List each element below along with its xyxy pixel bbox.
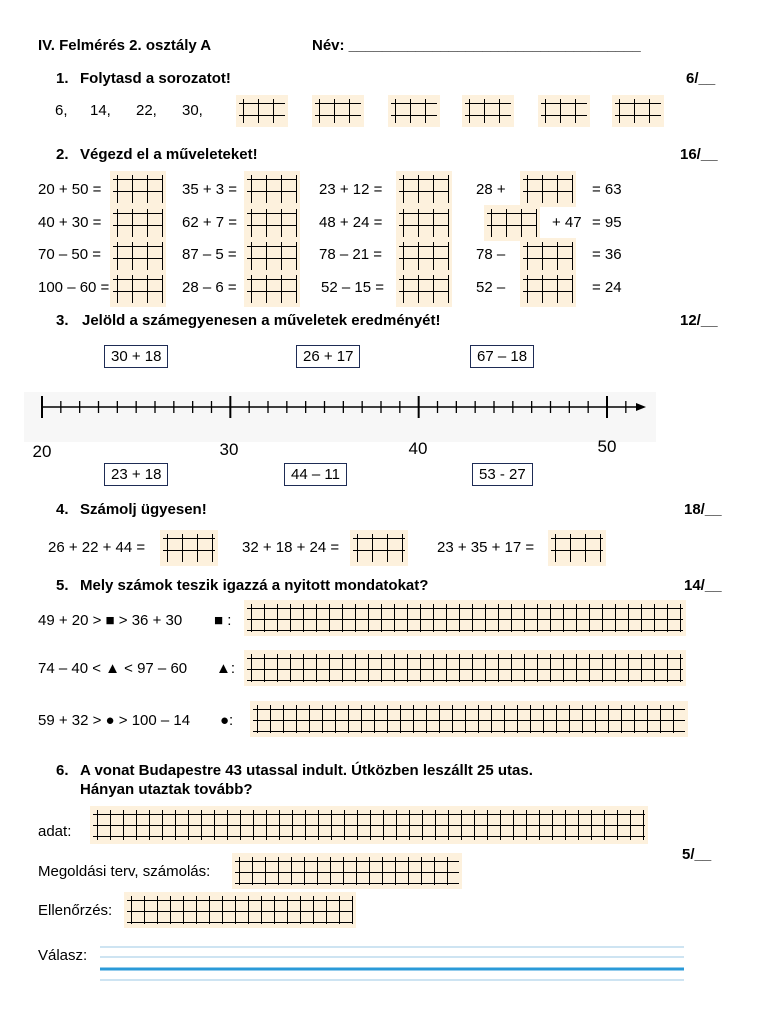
operation-result: = 63 bbox=[592, 181, 622, 198]
task4-number: 4. bbox=[56, 501, 69, 518]
operation: 40 + 30 = bbox=[38, 214, 102, 231]
task1-score: 6/__ bbox=[686, 70, 716, 87]
answer-writing-lines[interactable] bbox=[100, 944, 684, 982]
operation: 70 – 50 = bbox=[38, 246, 101, 263]
number-line[interactable] bbox=[0, 380, 660, 470]
task1-number: 1. bbox=[56, 70, 69, 87]
answer-grid[interactable] bbox=[520, 271, 576, 307]
answer-grid[interactable] bbox=[244, 205, 300, 241]
task5-title: Mely számok teszik igazzá a nyitott mondatokat? bbox=[80, 577, 429, 594]
triangle-symbol-label: ▲: bbox=[216, 660, 236, 677]
operation: 23 + 12 = bbox=[319, 181, 383, 198]
task3-number: 3. bbox=[56, 312, 69, 329]
task3-score: 12/__ bbox=[680, 312, 718, 329]
answer-grid[interactable] bbox=[250, 701, 688, 737]
circle-symbol-label: ●: bbox=[220, 712, 234, 729]
task5-number: 5. bbox=[56, 577, 69, 594]
operation: 35 + 3 = bbox=[182, 181, 238, 198]
sequence-item: 22, bbox=[136, 102, 157, 119]
answer-grid[interactable] bbox=[612, 95, 664, 127]
answer-grid[interactable] bbox=[244, 650, 686, 686]
answer-grid[interactable] bbox=[90, 806, 648, 844]
answer-grid[interactable] bbox=[244, 600, 686, 636]
sum-expression: 32 + 18 + 24 = bbox=[242, 539, 340, 556]
check-label: Ellenőrzés: bbox=[38, 902, 113, 919]
sum-expression: 23 + 35 + 17 = bbox=[437, 539, 535, 556]
task6-number: 6. bbox=[56, 762, 69, 779]
expression-box[interactable]: 30 + 18 bbox=[104, 345, 168, 368]
task1-title: Folytasd a sorozatot! bbox=[80, 70, 231, 87]
operation-result: = 36 bbox=[592, 246, 622, 263]
task4-title: Számolj ügyesen! bbox=[80, 501, 207, 518]
operation: 20 + 50 = bbox=[38, 181, 102, 198]
answer-grid[interactable] bbox=[396, 171, 452, 207]
sequence-item: 30, bbox=[182, 102, 203, 119]
data-label: adat: bbox=[38, 823, 72, 840]
answer-grid[interactable] bbox=[110, 271, 166, 307]
answer-grid[interactable] bbox=[520, 238, 576, 274]
inequality: 74 – 40 < ▲ < 97 – 60 bbox=[38, 660, 188, 677]
axis-label: 50 bbox=[597, 437, 617, 456]
task3-title: Jelöld a számegyenesen a műveletek eredményét! bbox=[82, 312, 441, 329]
answer-grid[interactable] bbox=[396, 238, 452, 274]
operation: 62 + 7 = bbox=[182, 214, 238, 231]
task2-number: 2. bbox=[56, 146, 69, 163]
answer-grid[interactable] bbox=[232, 853, 462, 889]
task2-score: 16/__ bbox=[680, 146, 718, 163]
operation: 87 – 5 = bbox=[182, 246, 237, 263]
operation: 78 – bbox=[476, 246, 506, 263]
task5-score: 14/__ bbox=[684, 577, 722, 594]
operation-result: = 95 bbox=[592, 214, 622, 231]
answer-grid[interactable] bbox=[236, 95, 288, 127]
answer-grid[interactable] bbox=[244, 271, 300, 307]
sequence-item: 14, bbox=[90, 102, 111, 119]
answer-grid[interactable] bbox=[110, 205, 166, 241]
worksheet-title: IV. Felmérés 2. osztály A bbox=[38, 37, 212, 54]
operation-result: = 24 bbox=[592, 279, 622, 296]
answer-grid[interactable] bbox=[396, 271, 452, 307]
expression-box[interactable]: 53 - 27 bbox=[472, 463, 533, 486]
operation: 78 – 21 = bbox=[319, 246, 382, 263]
answer-grid[interactable] bbox=[388, 95, 440, 127]
answer-grid[interactable] bbox=[538, 95, 590, 127]
expression-box[interactable]: 23 + 18 bbox=[104, 463, 168, 486]
operation: 100 – 60 = bbox=[38, 279, 110, 296]
task4-score: 18/__ bbox=[684, 501, 722, 518]
number-line-background bbox=[24, 392, 656, 442]
answer-grid[interactable] bbox=[520, 171, 576, 207]
answer-grid[interactable] bbox=[244, 171, 300, 207]
task6-problem-line1: A vonat Budapestre 43 utassal indult. Útközben leszállt 25 utas. bbox=[80, 762, 533, 779]
expression-box[interactable]: 26 + 17 bbox=[296, 345, 360, 368]
operation: 48 + 24 = bbox=[319, 214, 383, 231]
operation: 52 – 15 = bbox=[321, 279, 384, 296]
axis-label: 40 bbox=[408, 439, 428, 458]
answer-grid[interactable] bbox=[350, 530, 408, 566]
task6-problem-line2: Hányan utaztak tovább? bbox=[80, 781, 253, 798]
answer-grid[interactable] bbox=[312, 95, 364, 127]
answer-grid[interactable] bbox=[160, 530, 218, 566]
answer-grid[interactable] bbox=[484, 205, 540, 241]
inequality: 49 + 20 > ■ > 36 + 30 bbox=[38, 612, 183, 629]
answer-grid[interactable] bbox=[548, 530, 606, 566]
answer-grid[interactable] bbox=[244, 238, 300, 274]
sequence-item: 6, bbox=[55, 102, 68, 119]
answer-grid[interactable] bbox=[396, 205, 452, 241]
task2-title: Végezd el a műveleteket! bbox=[80, 146, 258, 163]
inequality: 59 + 32 > ● > 100 – 14 bbox=[38, 712, 191, 729]
axis-label: 20 bbox=[32, 442, 52, 461]
answer-grid[interactable] bbox=[110, 238, 166, 274]
operation: 28 – 6 = bbox=[182, 279, 237, 296]
task6-score: 5/__ bbox=[682, 846, 712, 863]
answer-grid[interactable] bbox=[124, 892, 356, 928]
answer-grid[interactable] bbox=[110, 171, 166, 207]
answer-label: Válasz: bbox=[38, 947, 88, 964]
expression-box[interactable]: 44 – 11 bbox=[284, 463, 347, 486]
axis-label: 30 bbox=[219, 440, 239, 459]
operation: 52 – bbox=[476, 279, 506, 296]
operation: + 47 bbox=[552, 214, 582, 231]
plan-label: Megoldási terv, számolás: bbox=[38, 863, 211, 880]
sum-expression: 26 + 22 + 44 = bbox=[48, 539, 146, 556]
name-field-label[interactable]: Név: ___________________________________ bbox=[312, 37, 641, 54]
expression-box[interactable]: 67 – 18 bbox=[470, 345, 534, 368]
answer-grid[interactable] bbox=[462, 95, 514, 127]
square-symbol-label: ■ : bbox=[214, 612, 232, 629]
operation: 28 + bbox=[476, 181, 506, 198]
